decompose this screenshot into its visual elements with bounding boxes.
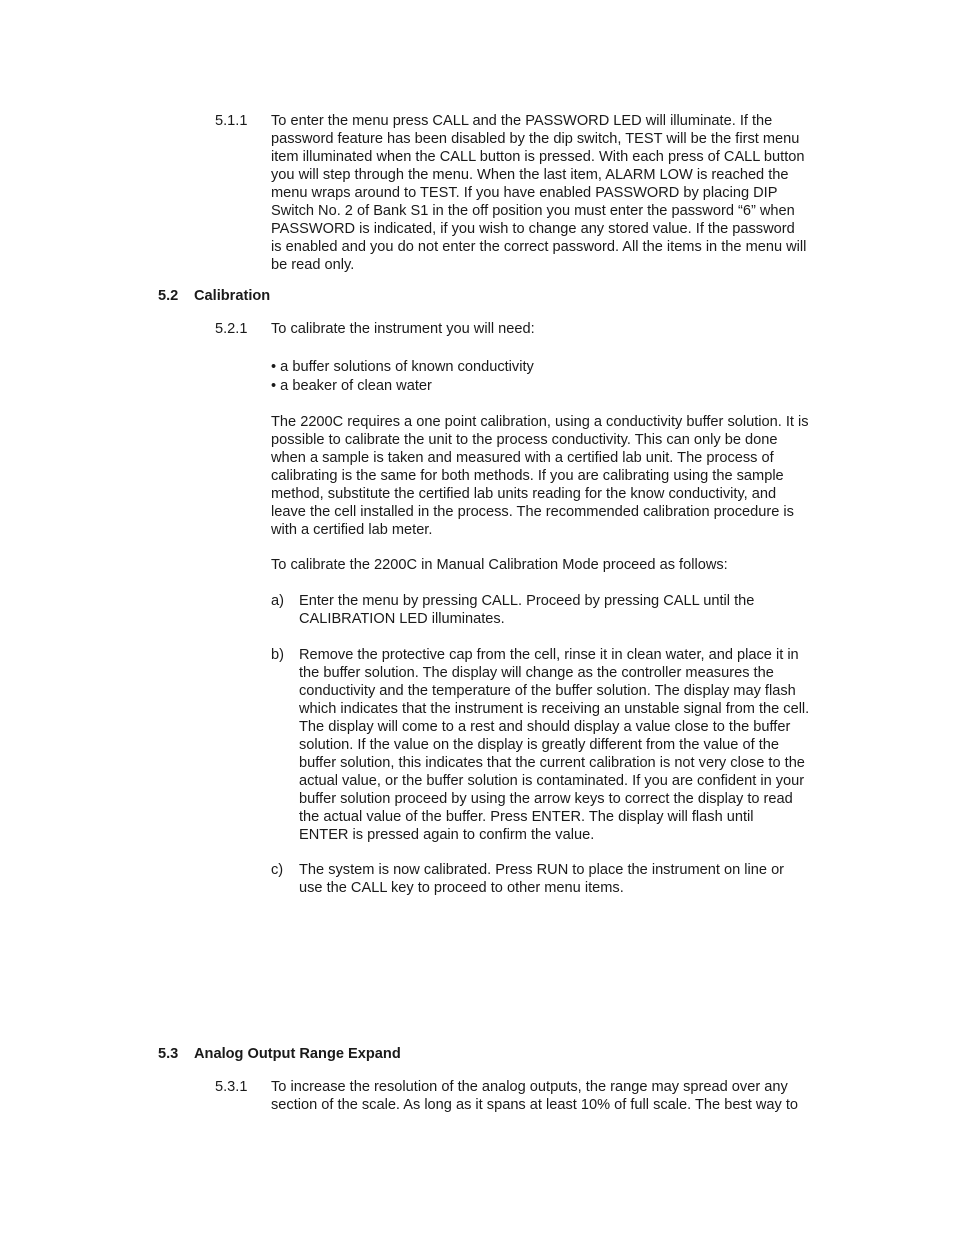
text-line: buffer solution, this indicates that the current calibration is not very close to the xyxy=(299,755,805,771)
text-line: the buffer solution. The display will change as the controller measures the xyxy=(299,665,774,681)
paragraph-calibration-overview xyxy=(271,413,851,539)
text-line: with a certified lab meter. xyxy=(271,522,433,538)
paragraph-manual-calibration: To calibrate the 2200C in Manual Calibration Mode proceed as follows: xyxy=(271,557,728,573)
section-number-5-3-1: 5.3.1 xyxy=(215,1079,248,1095)
text-line: actual value, or the buffer solution is contaminated. If you are confident in your xyxy=(299,773,805,789)
text-line: Switch No. 2 of Bank S1 in the off position you must enter the password “6” when xyxy=(271,203,795,219)
text-line: use the CALL key to proceed to other menu items. xyxy=(299,880,624,896)
step-letter: b) xyxy=(271,647,284,663)
text-line: item illuminated when the CALL button is pressed. With each press of CALL button xyxy=(271,149,805,165)
step-c xyxy=(271,861,851,897)
text-line: is enabled and you do not enter the correct password. All the items in the menu will xyxy=(271,239,807,255)
text-line: buffer solution proceed by using the arrow keys to correct the display to read xyxy=(299,791,793,807)
section-heading-5-3 xyxy=(158,1045,401,1063)
text-line: The 2200C requires a one point calibration, using a conductivity buffer solution. It is xyxy=(271,414,809,430)
section-heading-5-2 xyxy=(158,287,270,305)
text-line: The display will come to a rest and should display a value close to the buffer xyxy=(299,719,791,735)
text-line: To enter the menu press CALL and the PASSWORD LED will illuminate. If the xyxy=(271,113,773,129)
paragraph-5-1-1 xyxy=(271,112,851,274)
text-line: when a sample is taken and measured with a certified lab unit. The process of xyxy=(271,450,774,466)
text-line: menu wraps around to TEST. If you have enabled PASSWORD by placing DIP xyxy=(271,185,778,201)
step-b xyxy=(271,646,851,844)
text-line: method, substitute the certified lab units reading for the know conductivity, and xyxy=(271,486,777,502)
heading-number: 5.2 xyxy=(158,288,179,304)
step-a xyxy=(271,592,851,628)
section-number-5-2-1: 5.2.1 xyxy=(215,321,248,337)
step-letter: c) xyxy=(271,862,284,878)
text-line: which indicates that the instrument is receiving an unstable signal from the cell. xyxy=(299,701,810,717)
text-line: Enter the menu by pressing CALL. Proceed by pressing CALL until the xyxy=(299,593,755,609)
text-line: section of the scale. As long as it spans at least 10% of full scale. The best way to xyxy=(271,1097,799,1113)
heading-title: Analog Output Range Expand xyxy=(194,1046,401,1062)
heading-title: Calibration xyxy=(194,288,271,304)
text-line: The system is now calibrated. Press RUN to place the instrument on line or xyxy=(299,862,785,878)
text-line: possible to calibrate the unit to the process conductivity. This can only be done xyxy=(271,432,778,448)
text-line: PASSWORD is indicated, if you wish to change any stored value. If the password xyxy=(271,221,795,237)
paragraph-5-3-1 xyxy=(271,1078,851,1114)
text-line: solution. If the value on the display is greatly different from the value of the xyxy=(299,737,779,753)
text-line: CALIBRATION LED illuminates. xyxy=(299,611,505,627)
list-item: • a buffer solutions of known conductivity xyxy=(271,359,534,375)
list-item: • a beaker of clean water xyxy=(271,378,432,394)
paragraph-5-2-1-intro: To calibrate the instrument you will need: xyxy=(271,321,535,337)
heading-number: 5.3 xyxy=(158,1046,179,1062)
text-line: the actual value of the buffer. Press ENTER. The display will flash until xyxy=(299,809,754,825)
step-letter: a) xyxy=(271,593,284,609)
text-line: ENTER is pressed again to confirm the value. xyxy=(299,827,595,843)
section-number-5-1-1: 5.1.1 xyxy=(215,113,248,129)
text-line: To increase the resolution of the analog outputs, the range may spread over any xyxy=(271,1079,788,1095)
text-line: be read only. xyxy=(271,257,355,273)
text-line: leave the cell installed in the process. The recommended calibration procedure is xyxy=(271,504,794,520)
bullet-list xyxy=(271,358,851,396)
text-line: calibrating is the same for both methods. If you are calibrating using the sample xyxy=(271,468,784,484)
text-line: you will step through the menu. When the last item, ALARM LOW is reached the xyxy=(271,167,789,183)
text-line: Remove the protective cap from the cell, rinse it in clean water, and place it in xyxy=(299,647,799,663)
text-line: password feature has been disabled by the dip switch, TEST will be the first menu xyxy=(271,131,800,147)
text-line: conductivity and the temperature of the buffer solution. The display may flash xyxy=(299,683,796,699)
